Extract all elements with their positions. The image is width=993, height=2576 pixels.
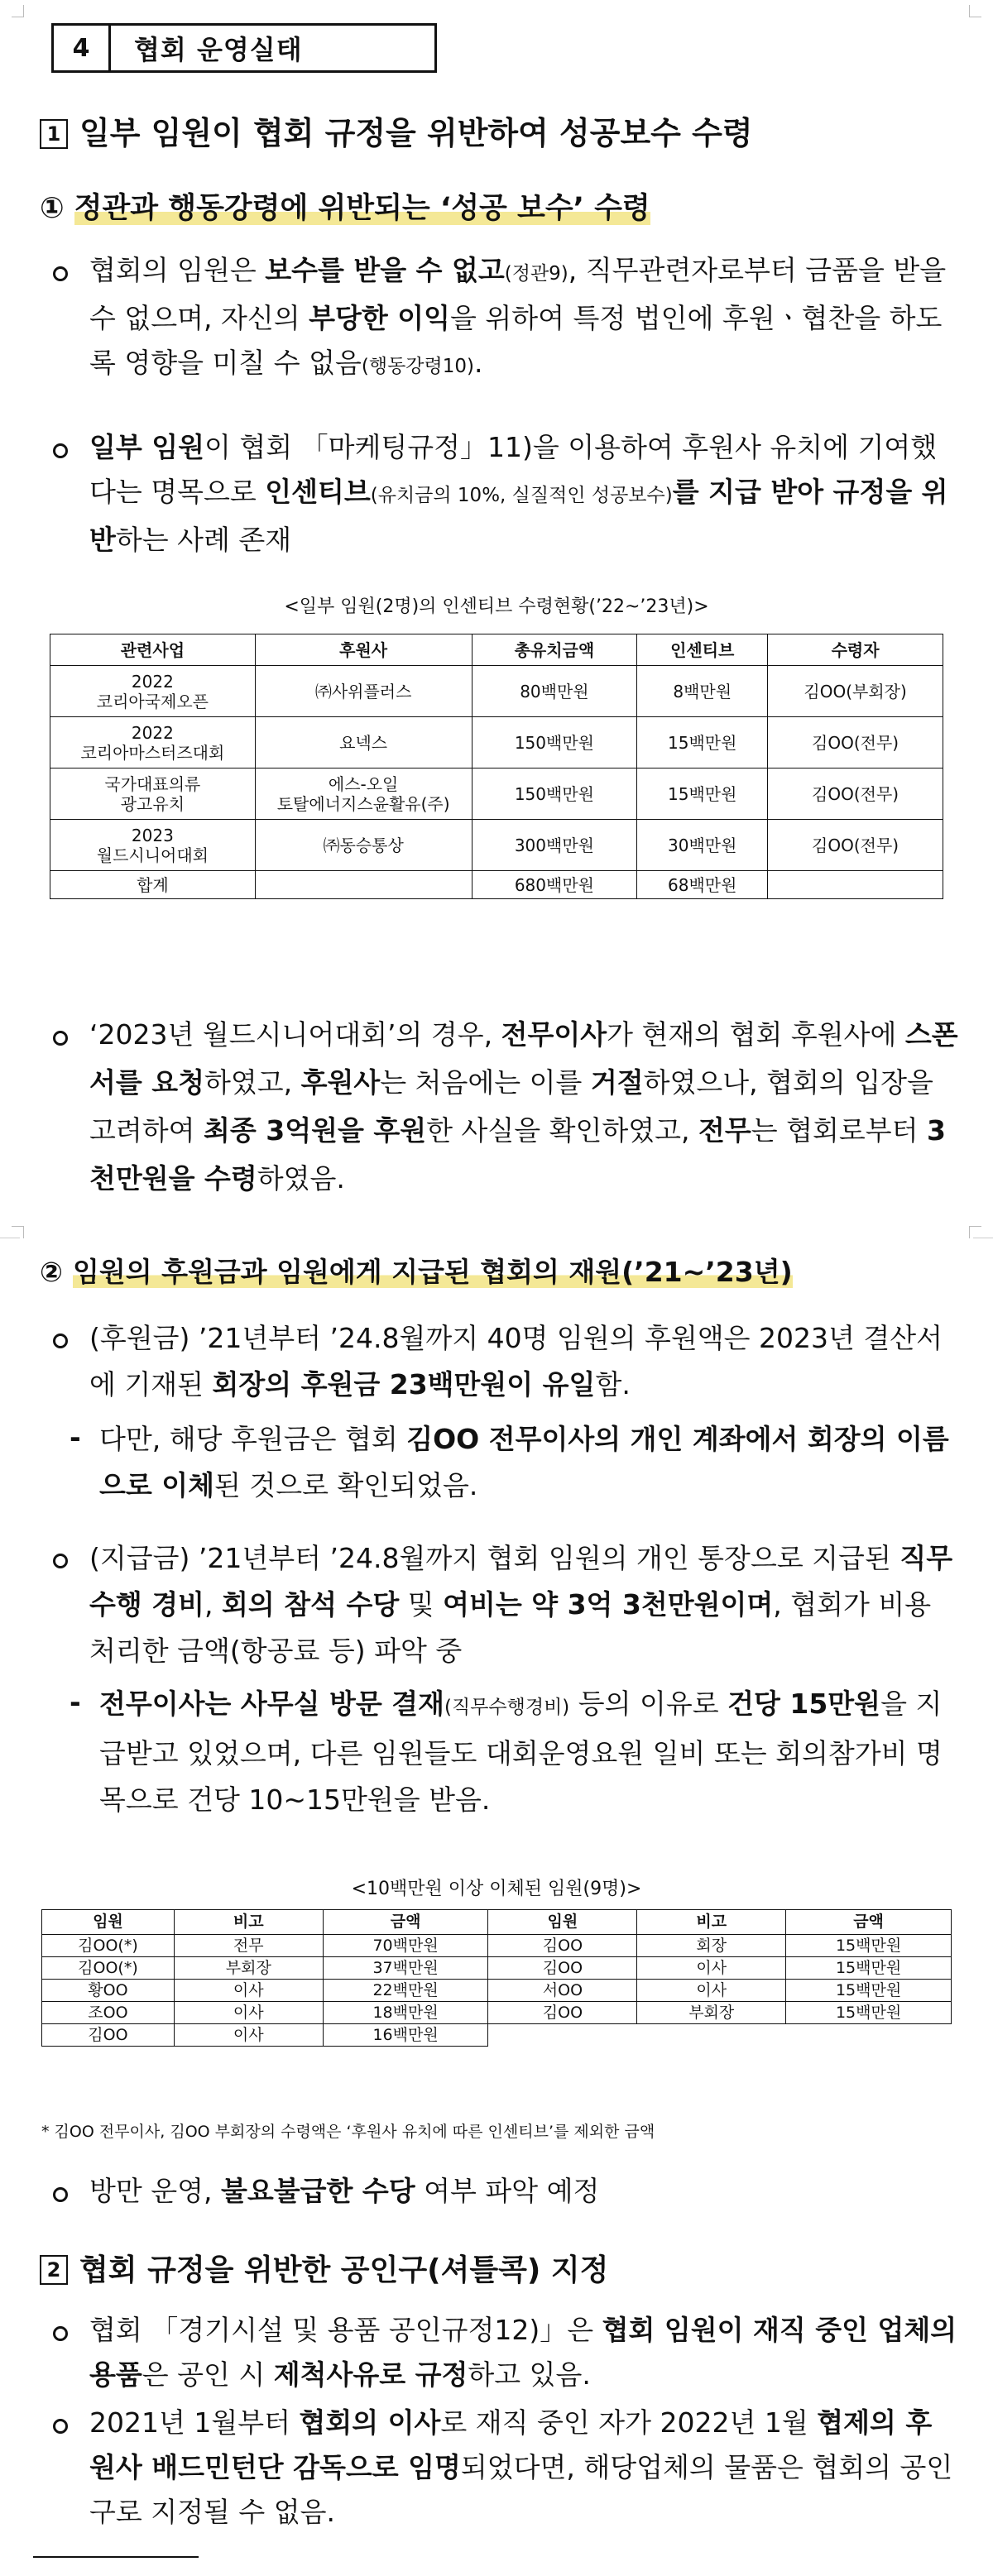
table-cell: 김OO(*) xyxy=(42,1957,175,1980)
table-cell: 황OO xyxy=(42,1980,175,2002)
text: 등의 이유로 xyxy=(569,1688,728,1720)
text-bold: 협제의 후원사 배드민턴단 감독으로 임명 xyxy=(89,2406,933,2483)
text: (후원금) ’21년부터 ’24.8월까지 40명 임원의 후원액은 2023년 결산서에 기재된 xyxy=(89,1322,943,1401)
text-bold: 스폰서를 요청 xyxy=(89,1018,958,1099)
table-row xyxy=(50,768,943,820)
table2-caption: <10백만원 이상 이체된 임원(9명)> xyxy=(351,1879,642,1899)
topic2-paragraph-2 xyxy=(89,2401,958,2535)
table-cell: 68백만원 xyxy=(637,871,768,899)
table-cell: 이사 xyxy=(637,1980,786,2002)
text-small: (직무수행경비) xyxy=(444,1697,570,1718)
text: 되었다면, 해당업체의 물품은 협회의 공인구로 지정될 수 없음. xyxy=(89,2451,953,2528)
table-cell: 15백만원 xyxy=(786,2002,952,2024)
text: 는 처음에는 이를 xyxy=(380,1066,591,1099)
table-cell: 부회장 xyxy=(174,1957,323,1980)
footnote-rule xyxy=(33,2556,199,2558)
text-bold: 제척사유로 규정 xyxy=(273,2358,468,2391)
table-cell: 2022 코리아마스터즈대회 xyxy=(50,717,256,768)
bullet-circle xyxy=(53,1031,68,1046)
text-small: (행동강령10) xyxy=(361,356,474,377)
sub2-paragraph-2 xyxy=(89,1535,958,1674)
topic1-number: 1 xyxy=(40,119,68,149)
dash-marker: - xyxy=(70,1421,81,1453)
table-cell: 김OO xyxy=(488,1957,637,1980)
topic2-heading xyxy=(40,2247,608,2289)
sub2-paragraph-1 xyxy=(89,1315,958,1408)
table-cell: 전무 xyxy=(174,1935,323,1957)
topic2-title: 협회 규정을 위반한 공인구(셔틀콕) 지정 xyxy=(79,2253,609,2287)
text: 및 xyxy=(399,1588,444,1621)
table-row xyxy=(42,1980,952,2002)
column-header: 총유치금액 xyxy=(472,634,637,666)
text: 협회의 임원은 xyxy=(89,254,266,286)
text: , 협회가 비용 처리한 금액(항공료 등) 파악 중 xyxy=(89,1588,932,1667)
text: 2021년 1월부터 xyxy=(89,2406,300,2439)
table-row xyxy=(42,2002,952,2024)
sub2-heading xyxy=(40,1251,793,1290)
sub2-title: 임원의 후원금과 임원에게 지급된 협회의 재원(’21~’23년) xyxy=(72,1256,793,1288)
table-cell: 8백만원 xyxy=(637,666,768,717)
table-cell: 2023 월드시니어대회 xyxy=(50,820,256,871)
text-bold: 회장의 후원금 23백만원이 유일 xyxy=(212,1368,596,1401)
text-bold: 협회 임원이 재직 중인 업체의 용품 xyxy=(89,2314,957,2391)
table-cell: 회장 xyxy=(637,1935,786,1957)
section-number: 4 xyxy=(54,26,111,70)
text: , xyxy=(204,1588,222,1621)
table-cell: 15백만원 xyxy=(637,768,768,820)
table-cell: 16백만원 xyxy=(323,2024,488,2047)
table-cell: 37백만원 xyxy=(323,1957,488,1980)
table-row xyxy=(42,1957,952,1980)
table-cell: 국가대표의류 광고유치 xyxy=(50,768,256,820)
table-cell: 에스-오일 토탈에너지스윤활유(주) xyxy=(255,768,472,820)
text: 한 사실을 확인하였고, xyxy=(426,1114,698,1147)
column-header: 수령자 xyxy=(768,634,943,666)
table-cell xyxy=(786,2024,952,2047)
text: 방만 운영, xyxy=(89,2175,221,2207)
corner-mark-tl xyxy=(12,5,24,17)
text-bold: 회의 참석 수당 xyxy=(222,1588,400,1621)
column-header: 관련사업 xyxy=(50,634,256,666)
text-bold: 건당 15만원 xyxy=(727,1688,881,1720)
section-title: 협회 운영실태 xyxy=(134,34,303,65)
text: 여부 파악 예정 xyxy=(415,2175,600,2207)
text-bold: 를 지급 받아 규정을 위반 xyxy=(89,476,948,556)
text-bold: 협회의 이사 xyxy=(299,2406,441,2439)
column-header: 금액 xyxy=(323,1910,488,1935)
table-cell: 22백만원 xyxy=(323,1980,488,2002)
table-cell: ㈜사위플러스 xyxy=(255,666,472,717)
table2-footnote: * 김OO 전무이사, 김OO 부회장의 수령액은 ‘후원사 유치에 따른 인센티브’를 제외한 금액 xyxy=(41,2123,655,2141)
sub1-paragraph-1 xyxy=(89,248,958,389)
incentive-table xyxy=(50,634,943,899)
column-header: 비고 xyxy=(637,1910,786,1935)
text: 는 협회로부터 xyxy=(751,1114,927,1147)
text: 하였음. xyxy=(257,1162,345,1195)
sub2-paragraph-3 xyxy=(89,2169,958,2214)
table-header-row xyxy=(50,634,943,666)
column-header: 임원 xyxy=(488,1910,637,1935)
table-cell: 김OO(전무) xyxy=(768,768,943,820)
text: 을 위하여 특정 법인에 후원ㆍ협찬을 하도록 영향을 미칠 수 없음 xyxy=(89,302,943,379)
text-bold: 직무수행 경비 xyxy=(89,1542,953,1621)
bullet-circle xyxy=(53,1554,68,1568)
text: 은 공인 시 xyxy=(142,2358,274,2391)
corner-mark-tr xyxy=(969,5,981,17)
table-cell: 부회장 xyxy=(637,2002,786,2024)
text-bold: 김OO 전무이사의 개인 계좌에서 회장의 이름으로 이체 xyxy=(99,1423,949,1501)
table-cell: 이사 xyxy=(174,2002,323,2024)
table-row xyxy=(50,717,943,768)
sub1-number: ① xyxy=(40,192,65,225)
table-cell: 김OO(*) xyxy=(42,1935,175,1957)
text-bold: 후원사 xyxy=(300,1066,381,1099)
table-cell: 요넥스 xyxy=(255,717,472,768)
table-cell: 15백만원 xyxy=(786,1957,952,1980)
table-cell: 70백만원 xyxy=(323,1935,488,1957)
table-cell: 18백만원 xyxy=(323,2002,488,2024)
text: 로 재직 중인 자가 2022년 1월 xyxy=(440,2406,818,2439)
sub1-title: 정관과 행동강령에 위반되는 ‘성공 보수’ 수령 xyxy=(74,192,650,225)
text-bold: 전무 xyxy=(698,1114,751,1147)
topic1-heading xyxy=(40,108,753,153)
table-cell: 김OO(전무) xyxy=(768,717,943,768)
column-header: 금액 xyxy=(786,1910,952,1935)
text-small: (정관9) xyxy=(504,263,568,285)
transfer-table xyxy=(41,1909,952,2047)
bullet-circle xyxy=(53,2419,68,2434)
table-row xyxy=(42,2024,952,2047)
table-row xyxy=(50,820,943,871)
text: ‘2023년 월드시니어대회’의 경우, xyxy=(89,1018,501,1051)
table-cell: 김OO xyxy=(488,1935,637,1957)
table-cell: ㈜동승통상 xyxy=(255,820,472,871)
table-cell: 합계 xyxy=(50,871,256,899)
table-cell: 김OO(부회장) xyxy=(768,666,943,717)
table-cell: 15백만원 xyxy=(786,1935,952,1957)
bullet-circle xyxy=(53,266,68,281)
text-bold: 전무이사 xyxy=(501,1018,607,1051)
column-header: 인센티브 xyxy=(637,634,768,666)
table-row xyxy=(50,666,943,717)
table-cell: 680백만원 xyxy=(472,871,637,899)
sub1-paragraph-3 xyxy=(89,1011,958,1203)
table-cell: 서OO xyxy=(488,1980,637,2002)
text-bold: 3천만원을 수령 xyxy=(89,1114,946,1195)
bullet-circle xyxy=(53,2326,68,2341)
text: , 직무관련자로부터 금품을 받을 수 없으며, 자신의 xyxy=(89,254,947,334)
text-bold: 인센티브 xyxy=(265,476,371,508)
table-cell: 2022 코리아국제오픈 xyxy=(50,666,256,717)
text-bold: 보수를 받을 수 없고 xyxy=(265,254,505,286)
bullet-circle xyxy=(53,443,68,458)
text: 을 지급받고 있었으며, 다른 임원들도 대회운영요원 일비 또는 회의참가비 명목으로 건당 10~15만원을 받음. xyxy=(99,1688,943,1816)
text: 함. xyxy=(595,1368,631,1401)
sub2-paragraph-2-detail xyxy=(99,1681,960,1823)
column-header: 비고 xyxy=(174,1910,323,1935)
text: . xyxy=(473,347,483,379)
text-bold: 전무이사는 사무실 방문 결재 xyxy=(99,1688,445,1720)
table-cell: 150백만원 xyxy=(472,717,637,768)
text-bold: 불요불급한 수당 xyxy=(220,2175,415,2207)
corner-mark-bl xyxy=(12,1226,24,1238)
text: 된 것으로 확인되었음. xyxy=(214,1469,478,1501)
table-cell xyxy=(488,2024,637,2047)
text: 하였으나, 협회의 입장을 고려하여 xyxy=(89,1066,933,1147)
text: 하였고, xyxy=(204,1066,301,1099)
table-cell: 15백만원 xyxy=(637,717,768,768)
text-small: (유치금의 10%, 실질적인 성공보수) xyxy=(370,485,673,506)
text: 이 협회 「마케팅규정」11)을 이용하여 후원사 유치에 기여했다는 명목으로 xyxy=(89,431,938,508)
sub2-paragraph-1-detail xyxy=(99,1416,960,1509)
text: 하고 있음. xyxy=(468,2358,591,2391)
section-header xyxy=(51,23,437,73)
table-cell: 김OO xyxy=(42,2024,175,2047)
topic1-title: 일부 임원이 협회 규정을 위반하여 성공보수 수령 xyxy=(79,115,753,151)
table-cell xyxy=(637,2024,786,2047)
corner-mark-br xyxy=(969,1226,981,1238)
table-cell: 15백만원 xyxy=(786,1980,952,2002)
text-bold: 거절 xyxy=(590,1066,644,1099)
text: 가 현재의 협회 후원사에 xyxy=(607,1018,905,1051)
text-bold: 부당한 이익 xyxy=(309,302,450,334)
table-cell: 300백만원 xyxy=(472,820,637,871)
column-header: 임원 xyxy=(42,1910,175,1935)
text: 다만, 해당 후원금은 협회 xyxy=(99,1423,407,1455)
table-cell: 김OO(전무) xyxy=(768,820,943,871)
text: 하는 사례 존재 xyxy=(115,524,292,556)
table-cell: 이사 xyxy=(637,1957,786,1980)
table-cell: 80백만원 xyxy=(472,666,637,717)
table-cell: 이사 xyxy=(174,1980,323,2002)
table-cell: 김OO xyxy=(488,2002,637,2024)
table-cell: 150백만원 xyxy=(472,768,637,820)
table-row xyxy=(42,1935,952,1957)
sub1-heading xyxy=(40,185,650,227)
topic2-paragraph-1 xyxy=(89,2308,958,2397)
dash-marker: - xyxy=(70,1686,81,1718)
table-header-row xyxy=(42,1910,952,1935)
sub2-number: ② xyxy=(40,1256,63,1288)
bullet-circle xyxy=(53,1333,68,1348)
table-total-row xyxy=(50,871,943,899)
text-bold: 최종 3억원을 후원 xyxy=(204,1114,427,1147)
bullet-circle xyxy=(53,2187,68,2202)
column-header: 후원사 xyxy=(255,634,472,666)
table-cell xyxy=(768,871,943,899)
table-cell xyxy=(255,871,472,899)
table-cell: 이사 xyxy=(174,2024,323,2047)
topic2-number: 2 xyxy=(40,2255,68,2285)
table1-caption: <일부 임원(2명)의 인센티브 수령현황(’22~’23년)> xyxy=(284,596,709,617)
table-cell: 30백만원 xyxy=(637,820,768,871)
sub1-paragraph-2 xyxy=(89,425,958,563)
text: (지급금) ’21년부터 ’24.8월까지 협회 임원의 개인 통장으로 지급된 xyxy=(89,1542,900,1574)
table-cell: 조OO xyxy=(42,2002,175,2024)
text-bold: 일부 임원 xyxy=(89,431,205,463)
text: 협회 「경기시설 및 용품 공인규정12)」은 xyxy=(89,2314,602,2346)
text-bold: 여비는 약 3억 3천만원이며 xyxy=(443,1588,774,1621)
